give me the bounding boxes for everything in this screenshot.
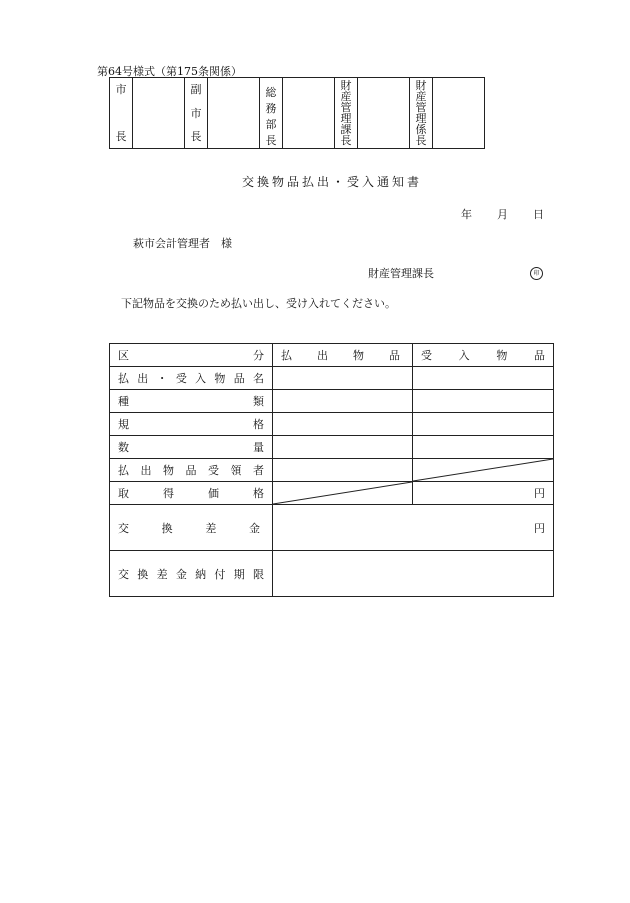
item-name-in-cell[interactable]: [413, 367, 554, 390]
row-label-receiver: 払 出 物 品 受 領 者: [110, 459, 273, 482]
seal-mark: [530, 265, 543, 280]
row-label-kind: 種 類: [110, 390, 273, 413]
table-row-spec: [110, 413, 554, 436]
table-row-diff: [110, 505, 554, 551]
addressee: 萩市会計管理者 様: [133, 237, 232, 250]
date-month: 月: [497, 208, 508, 221]
general-affairs-label: 総 務 部 長: [260, 78, 283, 149]
row-label-price: 取 得 価 格: [110, 482, 273, 505]
property-chief-seal-cell: [358, 78, 410, 149]
date-day: 日: [533, 208, 544, 221]
vice-mayor-label: 副 市 長: [185, 78, 208, 149]
vice-mayor-seal-cell: [208, 78, 260, 149]
qty-in-cell[interactable]: [413, 436, 554, 459]
spec-out-cell[interactable]: [273, 413, 413, 436]
price-in-cell[interactable]: [413, 482, 554, 505]
row-label-spec: 規 格: [110, 413, 273, 436]
exchange-items-table: [109, 343, 554, 597]
general-affairs-seal-cell: [283, 78, 335, 149]
property-subchief-seal-cell: [433, 78, 485, 149]
price-out-cell-crossed: [273, 482, 413, 505]
diagonal-line-upper: [413, 459, 553, 481]
property-subchief-label: 財 産 管 理 係 長: [410, 78, 433, 149]
row-label-item-name: 払 出 ・ 受 入 物 品 名: [110, 367, 273, 390]
document-title: 交換物品払出・受入通知書: [241, 175, 422, 189]
mayor-seal-cell: [133, 78, 185, 149]
row-label-due: 交 換 差 金 納 付 期 限: [110, 551, 273, 597]
header-kubun: 区 分: [110, 344, 273, 367]
table-row-item-name: [110, 367, 554, 390]
header-out-items: 払 出 物 品: [273, 344, 413, 367]
sender: 財産管理課長: [368, 267, 434, 280]
row-label-qty: 数 量: [110, 436, 273, 459]
table-row-qty: [110, 436, 554, 459]
approval-stamp-box: [109, 77, 485, 149]
row-label-diff: 交 換 差 金: [110, 505, 273, 551]
item-name-out-cell[interactable]: [273, 367, 413, 390]
property-chief-label: 財 産 管 理 課 長: [335, 78, 358, 149]
qty-out-cell[interactable]: [273, 436, 413, 459]
seal-icon: 印: [530, 267, 543, 280]
table-row-due: [110, 551, 554, 597]
table-row-price: [110, 482, 554, 505]
mayor-label: 市 長: [110, 78, 133, 149]
yen-unit: 円: [534, 521, 545, 535]
receiver-in-cell-crossed: [413, 459, 554, 482]
spec-in-cell[interactable]: [413, 413, 554, 436]
table-row-kind: [110, 390, 554, 413]
kind-out-cell[interactable]: [273, 390, 413, 413]
due-date-cell[interactable]: [273, 551, 554, 597]
kind-in-cell[interactable]: [413, 390, 554, 413]
body-text: 下記物品を交換のため払い出し、受け入れてください。: [121, 297, 396, 310]
receiver-out-cell[interactable]: [273, 459, 413, 482]
yen-unit: 円: [534, 487, 545, 500]
date-year: 年: [461, 208, 472, 221]
form-number: 第64号様式（第175条関係）: [97, 65, 242, 78]
header-in-items: 受 入 物 品: [413, 344, 554, 367]
table-header-row: [110, 344, 554, 367]
diagonal-line-lower: [273, 482, 412, 504]
diff-amount-cell[interactable]: [273, 505, 554, 551]
table-row-receiver: [110, 459, 554, 482]
